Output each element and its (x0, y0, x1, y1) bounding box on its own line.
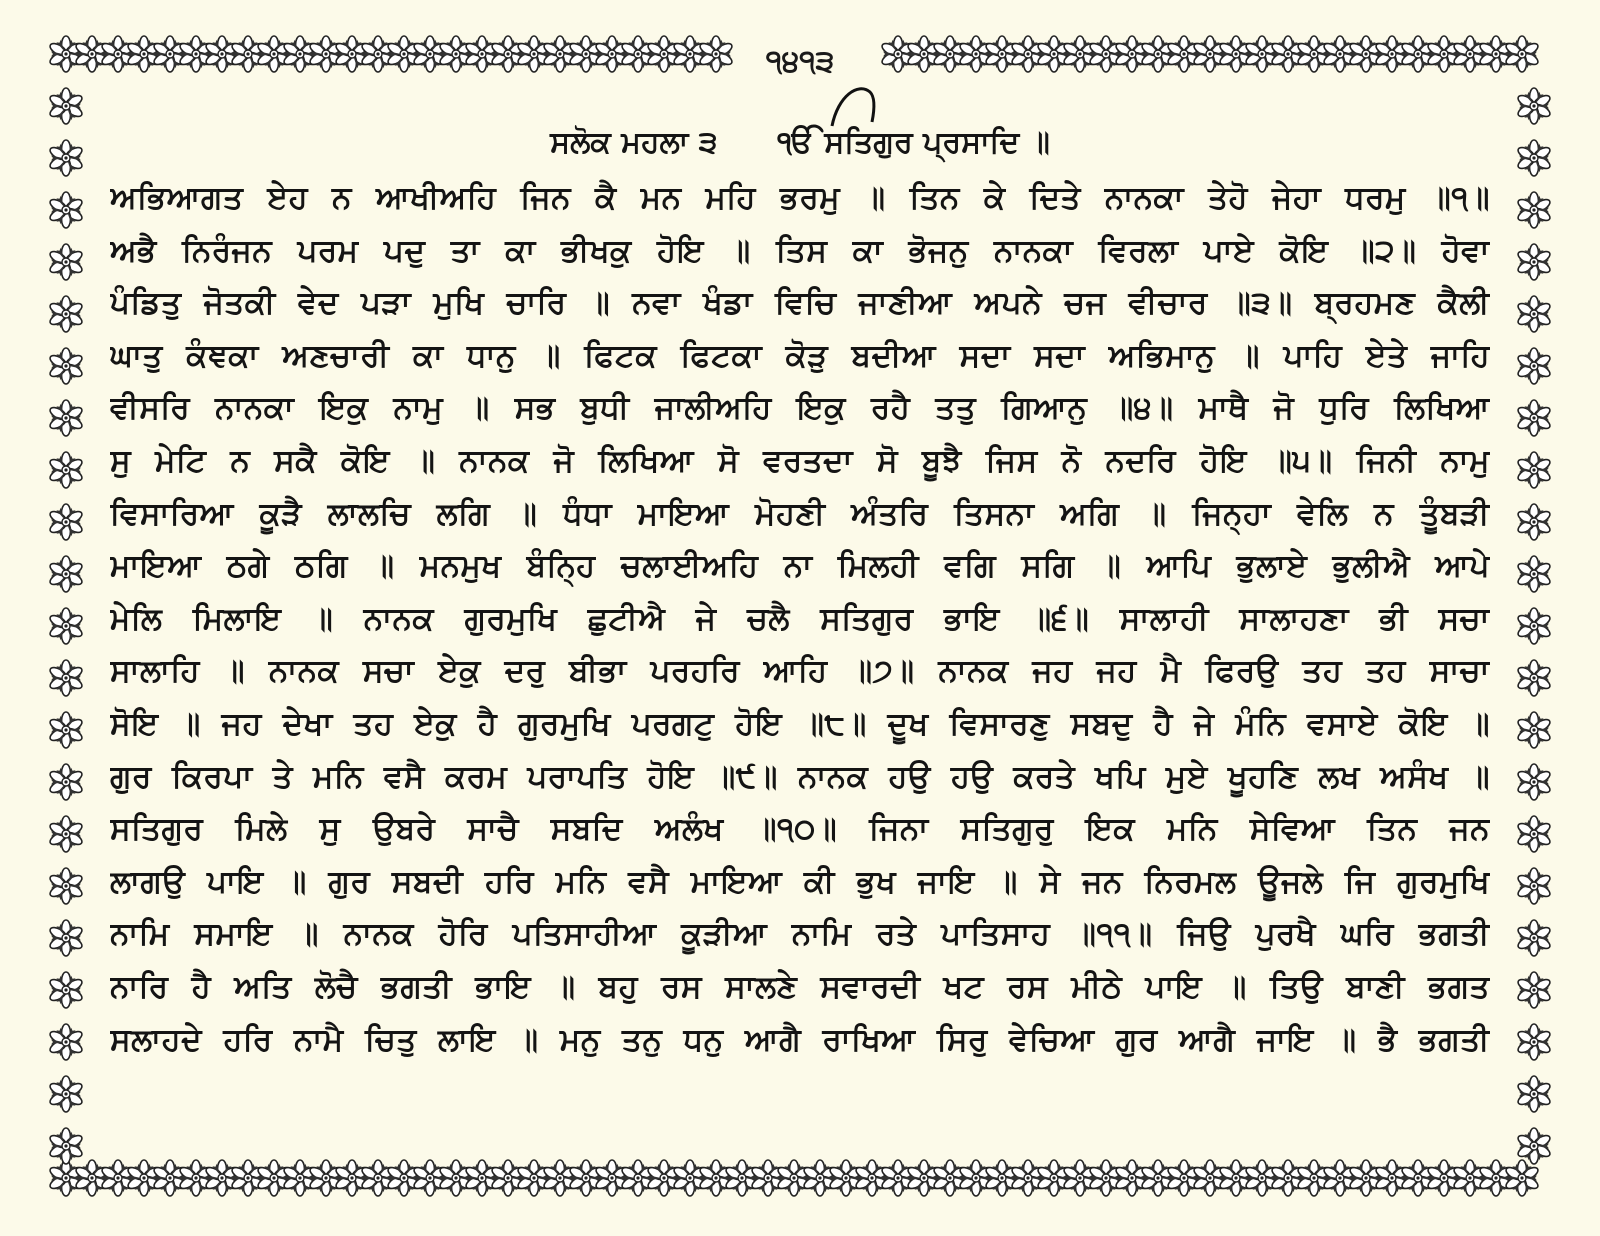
flower-icon (1504, 36, 1540, 72)
flower-icon (1244, 36, 1280, 72)
flower-icon (438, 1160, 474, 1196)
flower-icon (126, 36, 162, 72)
flower-icon (1516, 816, 1552, 852)
verse-line: ਵੀਸਰਿ ਨਾਨਕਾ ਇਕੁ ਨਾਮੁ ॥ ਸਭ ਬੁਧੀ ਜਾਲੀਅਹਿ ਇਕੁ ਰਹੈ ਤਤੁ ਗਿਆਨੁ ॥੪॥ ਮਾਥੈ ਜੋ ਧੁਰਿ ਲਿਖਿਆ (110, 390, 1490, 427)
flower-icon (1088, 1160, 1124, 1196)
flower-icon (854, 1160, 890, 1196)
flower-icon (542, 36, 578, 72)
flower-icon (1400, 1160, 1436, 1196)
flower-icon (152, 36, 188, 72)
flower-icon (1426, 36, 1462, 72)
flower-icon (1322, 1160, 1358, 1196)
verse-line: ਮੇਲਿ ਮਿਲਾਇ ॥ ਨਾਨਕ ਗੁਰਮੁਖਿ ਛੁਟੀਐ ਜੇ ਚਲੈ ਸਤਿਗੁਰ ਭਾਇ ॥੬॥ ਸਾਲਾਹੀ ਸਾਲਾਹਣਾ ਭੀ ਸਚਾ (110, 600, 1490, 637)
flower-icon (1516, 452, 1552, 488)
flower-icon (1322, 36, 1358, 72)
section-heading (420, 118, 1180, 168)
flower-icon (1516, 608, 1552, 644)
flower-icon (282, 1160, 318, 1196)
flower-icon (958, 1160, 994, 1196)
page-number: ੧੪੧੩ (765, 44, 835, 79)
flower-icon (48, 1076, 84, 1112)
flower-icon (594, 1160, 630, 1196)
flower-icon (646, 36, 682, 72)
flower-icon (360, 36, 396, 72)
flower-icon (48, 348, 84, 384)
flower-icon (1452, 1160, 1488, 1196)
flower-icon (230, 1160, 266, 1196)
flower-icon (1516, 400, 1552, 436)
flower-icon (1516, 660, 1552, 696)
flower-icon (230, 36, 266, 72)
flower-icon (1296, 36, 1332, 72)
flower-icon (386, 36, 422, 72)
flower-icon (984, 36, 1020, 72)
flower-icon (542, 1160, 578, 1196)
verse-line: ਪੰਡਿਤੁ ਜੋਤਕੀ ਵੇਦ ਪੜਾ ਮੁਖਿ ਚਾਰਿ ॥ ਨਵਾ ਖੰਡਾ ਵਿਚਿ ਜਾਣੀਆ ਅਪਨੇ ਚਜ ਵੀਚਾਰ ॥੩॥ ਬ੍ਰਹਮਣ ਕੈਲੀ (110, 285, 1490, 322)
verse-line: ਸਲਾਹਦੇ ਹਰਿ ਨਾਮੈ ਚਿਤੁ ਲਾਇ ॥ ਮਨੁ ਤਨੁ ਧਨੁ ਆਗੈ ਰਾਖਿਆ ਸਿਰੁ ਵੇਚਿਆ ਗੁਰ ਆਗੈ ਜਾਇ ॥ ਭੈ ਭਗਤੀ (110, 1021, 1490, 1058)
flower-icon (932, 36, 968, 72)
flower-icon (1516, 192, 1552, 228)
flower-icon (48, 244, 84, 280)
flower-icon (386, 1160, 422, 1196)
heading-salok: ਸਲੋਕ ਮਹਲਾ ੩ (550, 125, 718, 160)
flower-icon (568, 1160, 604, 1196)
flower-icon (48, 452, 84, 488)
flower-icon (1270, 36, 1306, 72)
flower-icon (1516, 712, 1552, 748)
flower-icon (1036, 36, 1072, 72)
verse-line: ਸੁ ਮੇਟਿ ਨ ਸਕੈ ਕੋਇ ॥ ਨਾਨਕ ਜੋ ਲਿਖਿਆ ਸੋ ਵਰਤਦਾ ਸੋ ਬੂਝੈ ਜਿਸ ਨੋ ਨਦਰਿ ਹੋਇ ॥੫॥ ਜਿਨੀ ਨਾਮੁ (110, 442, 1490, 479)
flower-icon (48, 1128, 84, 1164)
flower-icon (152, 1160, 188, 1196)
flower-icon (48, 764, 84, 800)
flower-icon (334, 1160, 370, 1196)
flower-icon (1010, 36, 1046, 72)
flower-icon (48, 816, 84, 852)
flower-icon (1516, 296, 1552, 332)
verse-line: ਅਭੈ ਨਿਰੰਜਨ ਪਰਮ ਪਦੁ ਤਾ ਕਾ ਭੀਖਕੁ ਹੋਇ ॥ ਤਿਸ ਕਾ ਭੋਜਨੁ ਨਾਨਕਾ ਵਿਰਲਾ ਪਾਏ ਕੋਇ ॥੨॥ ਹੋਵਾ (110, 232, 1490, 269)
flower-icon (1516, 764, 1552, 800)
flower-icon (1516, 972, 1552, 1008)
flower-icon (1516, 1024, 1552, 1060)
flower-icon (1062, 36, 1098, 72)
flower-icon (308, 36, 344, 72)
flower-icon (1010, 1160, 1046, 1196)
flower-icon (932, 1160, 968, 1196)
flower-icon (1504, 1160, 1540, 1196)
flower-icon (360, 1160, 396, 1196)
verse-line: ਮਾਇਆ ਠਗੇ ਠਗਿ ॥ ਮਨਮੁਖ ਬੰਨ੍ਹਿ ਚਲਾਈਅਹਿ ਨਾ ਮਿਲਹੀ ਵਗਿ ਸਗਿ ॥ ਆਪਿ ਭੁਲਾਏ ਭੁਲੀਐ ਆਪੇ (110, 548, 1490, 585)
flower-icon (412, 1160, 448, 1196)
flower-icon (256, 36, 292, 72)
flower-icon (594, 36, 630, 72)
flower-icon (1516, 88, 1552, 124)
flower-icon (1244, 1160, 1280, 1196)
flower-icon (1140, 1160, 1176, 1196)
flower-icon (178, 1160, 214, 1196)
flower-icon (698, 36, 734, 72)
flower-icon (1516, 348, 1552, 384)
flower-icon (672, 36, 708, 72)
flower-icon (1478, 36, 1514, 72)
flower-icon (1516, 504, 1552, 540)
flower-icon (490, 36, 526, 72)
verse-line: ਘਾਤੁ ਕੰਞਕਾ ਅਣਚਾਰੀ ਕਾ ਧਾਨੁ ॥ ਫਿਟਕ ਫਿਟਕਾ ਕੋੜੁ ਬਦੀਆ ਸਦਾ ਸਦਾ ਅਭਿਮਾਨੁ ॥ ਪਾਹਿ ਏਤੇ ਜਾਹਿ (110, 337, 1490, 374)
verse-line: ਲਾਗਉ ਪਾਇ ॥ ਗੁਰ ਸਬਦੀ ਹਰਿ ਮਨਿ ਵਸੈ ਮਾਇਆ ਕੀ ਭੁਖ ਜਾਇ ॥ ਸੇ ਜਨ ਨਿਰਮਲ ਊਜਲੇ ਜਿ ਗੁਰਮੁਖਿ (110, 863, 1490, 900)
flower-icon (1516, 868, 1552, 904)
flower-icon (48, 192, 84, 228)
flower-icon (1348, 1160, 1384, 1196)
flower-icon (1516, 140, 1552, 176)
flower-icon (1192, 1160, 1228, 1196)
flower-icon (776, 1160, 812, 1196)
flower-icon (48, 1024, 84, 1060)
flower-icon (698, 1160, 734, 1196)
flower-icon (880, 1160, 916, 1196)
flower-icon (1400, 36, 1436, 72)
flower-icon (204, 36, 240, 72)
flower-icon (178, 36, 214, 72)
flower-icon (1374, 1160, 1410, 1196)
verse-line: ਨਾਰਿ ਹੈ ਅਤਿ ਲੋਚੈ ਭਗਤੀ ਭਾਇ ॥ ਬਹੁ ਰਸ ਸਾਲਣੇ ਸਵਾਰਦੀ ਖਟ ਰਸ ਮੀਠੇ ਪਾਇ ॥ ਤਿਉ ਬਾਣੀ ਭਗਤ (110, 968, 1490, 1005)
flower-icon (620, 1160, 656, 1196)
flower-icon (516, 36, 552, 72)
verse-body (110, 172, 1490, 1072)
flower-icon (1516, 1128, 1552, 1164)
flower-icon (1218, 1160, 1254, 1196)
flower-icon (308, 1160, 344, 1196)
flower-icon (1166, 36, 1202, 72)
flower-icon (1270, 1160, 1306, 1196)
flower-icon (48, 556, 84, 592)
flower-icon (48, 868, 84, 904)
flower-icon (48, 920, 84, 956)
flower-icon (464, 1160, 500, 1196)
flower-icon (672, 1160, 708, 1196)
flower-icon (1374, 36, 1410, 72)
verse-line: ਸੋਇ ॥ ਜਹ ਦੇਖਾ ਤਹ ਏਕੁ ਹੈ ਗੁਰਮੁਖਿ ਪਰਗਟੁ ਹੋਇ ॥੮॥ ਦੂਖ ਵਿਸਾਰਣੁ ਸਬਦੁ ਹੈ ਜੇ ਮੰਨਿ ਵਸਾਏ ਕੋਇ ॥ (110, 705, 1490, 742)
flower-icon (412, 36, 448, 72)
flower-icon (1516, 1076, 1552, 1112)
flower-icon (1478, 1160, 1514, 1196)
flower-icon (100, 36, 136, 72)
flower-icon (48, 660, 84, 696)
verse-line: ਅਭਿਆਗਤ ਏਹ ਨ ਆਖੀਅਹਿ ਜਿਨ ਕੈ ਮਨ ਮਹਿ ਭਰਮੁ ॥ ਤਿਨ ਕੇ ਦਿਤੇ ਨਾਨਕਾ ਤੇਹੋ ਜੇਹਾ ਧਰਮੁ ॥੧॥ (110, 180, 1490, 216)
flower-icon (490, 1160, 526, 1196)
flower-icon (48, 608, 84, 644)
flower-icon (48, 36, 84, 72)
flower-icon (100, 1160, 136, 1196)
flower-icon (1062, 1160, 1098, 1196)
flower-icon (1516, 920, 1552, 956)
flower-icon (568, 36, 604, 72)
flower-icon (646, 1160, 682, 1196)
flower-icon (1140, 36, 1176, 72)
flower-icon (282, 36, 318, 72)
flower-icon (1296, 1160, 1332, 1196)
heading-mool-mantar: ੴ ਸਤਿਗੁਰ ਪ੍ਰਸਾਦਿ ॥ (777, 125, 1050, 160)
verse-line: ਸਾਲਾਹਿ ॥ ਨਾਨਕ ਸਚਾ ਏਕੁ ਦਰੁ ਬੀਭਾ ਪਰਹਰਿ ਆਹਿ ॥੭॥ ਨਾਨਕ ਜਹ ਜਹ ਮੈ ਫਿਰਉ ਤਹ ਤਹ ਸਾਚਾ (110, 653, 1490, 690)
verse-line: ਨਾਮਿ ਸਮਾਇ ॥ ਨਾਨਕ ਹੋਰਿ ਪਤਿਸਾਹੀਆ ਕੂੜੀਆ ਨਾਮਿ ਰਤੇ ਪਾਤਿਸਾਹ ॥੧੧॥ ਜਿਉ ਪੁਰਖੈ ਘਰਿ ਭਗਤੀ (110, 916, 1490, 953)
flower-icon (48, 140, 84, 176)
flower-icon (1218, 36, 1254, 72)
flower-icon (802, 1160, 838, 1196)
flower-icon (906, 1160, 942, 1196)
flower-icon (958, 36, 994, 72)
flower-icon (1426, 1160, 1462, 1196)
flower-icon (48, 712, 84, 748)
flower-icon (48, 88, 84, 124)
flower-icon (880, 36, 916, 72)
flower-icon (750, 1160, 786, 1196)
flower-icon (48, 504, 84, 540)
verse-line: ਵਿਸਾਰਿਆ ਕੂੜੈ ਲਾਲਚਿ ਲਗਿ ॥ ਧੰਧਾ ਮਾਇਆ ਮੋਹਣੀ ਅੰਤਰਿ ਤਿਸਨਾ ਅਗਿ ॥ ਜਿਨ੍ਹਾ ਵੇਲਿ ਨ ਤੂੰਬੜੀ (110, 495, 1490, 532)
flower-icon (984, 1160, 1020, 1196)
flower-icon (1516, 556, 1552, 592)
flower-icon (906, 36, 942, 72)
flower-icon (48, 1160, 84, 1196)
flower-icon (204, 1160, 240, 1196)
flower-icon (1516, 244, 1552, 280)
verse-line: ਗੁਰ ਕਿਰਪਾ ਤੇ ਮਨਿ ਵਸੈ ਕਰਮ ਪਰਾਪਤਿ ਹੋਇ ॥੯॥ ਨਾਨਕ ਹਉ ਹਉ ਕਰਤੇ ਖਪਿ ਮੁਏ ਖੂਹਣਿ ਲਖ ਅਸੰਖ ॥ (110, 758, 1490, 795)
flower-icon (48, 972, 84, 1008)
flower-icon (334, 36, 370, 72)
flower-icon (438, 36, 474, 72)
flower-icon (256, 1160, 292, 1196)
flower-icon (74, 1160, 110, 1196)
flower-icon (1114, 36, 1150, 72)
flower-icon (126, 1160, 162, 1196)
flower-icon (1192, 36, 1228, 72)
flower-icon (620, 36, 656, 72)
flower-icon (1036, 1160, 1072, 1196)
verse-line: ਸਤਿਗੁਰ ਮਿਲੇ ਸੁ ਉਬਰੇ ਸਾਚੈ ਸਬਦਿ ਅਲੰਖ ॥੧੦॥ ਜਿਨਾ ਸਤਿਗੁਰੁ ਇਕ ਮਨਿ ਸੇਵਿਆ ਤਿਨ ਜਨ (110, 811, 1490, 848)
flower-icon (48, 296, 84, 332)
flower-icon (1166, 1160, 1202, 1196)
flower-icon (1114, 1160, 1150, 1196)
flower-icon (464, 36, 500, 72)
flower-icon (1088, 36, 1124, 72)
flower-icon (1348, 36, 1384, 72)
flower-icon (48, 400, 84, 436)
flower-icon (74, 36, 110, 72)
flower-icon (828, 1160, 864, 1196)
flower-icon (516, 1160, 552, 1196)
flower-icon (1452, 36, 1488, 72)
flower-icon (724, 1160, 760, 1196)
